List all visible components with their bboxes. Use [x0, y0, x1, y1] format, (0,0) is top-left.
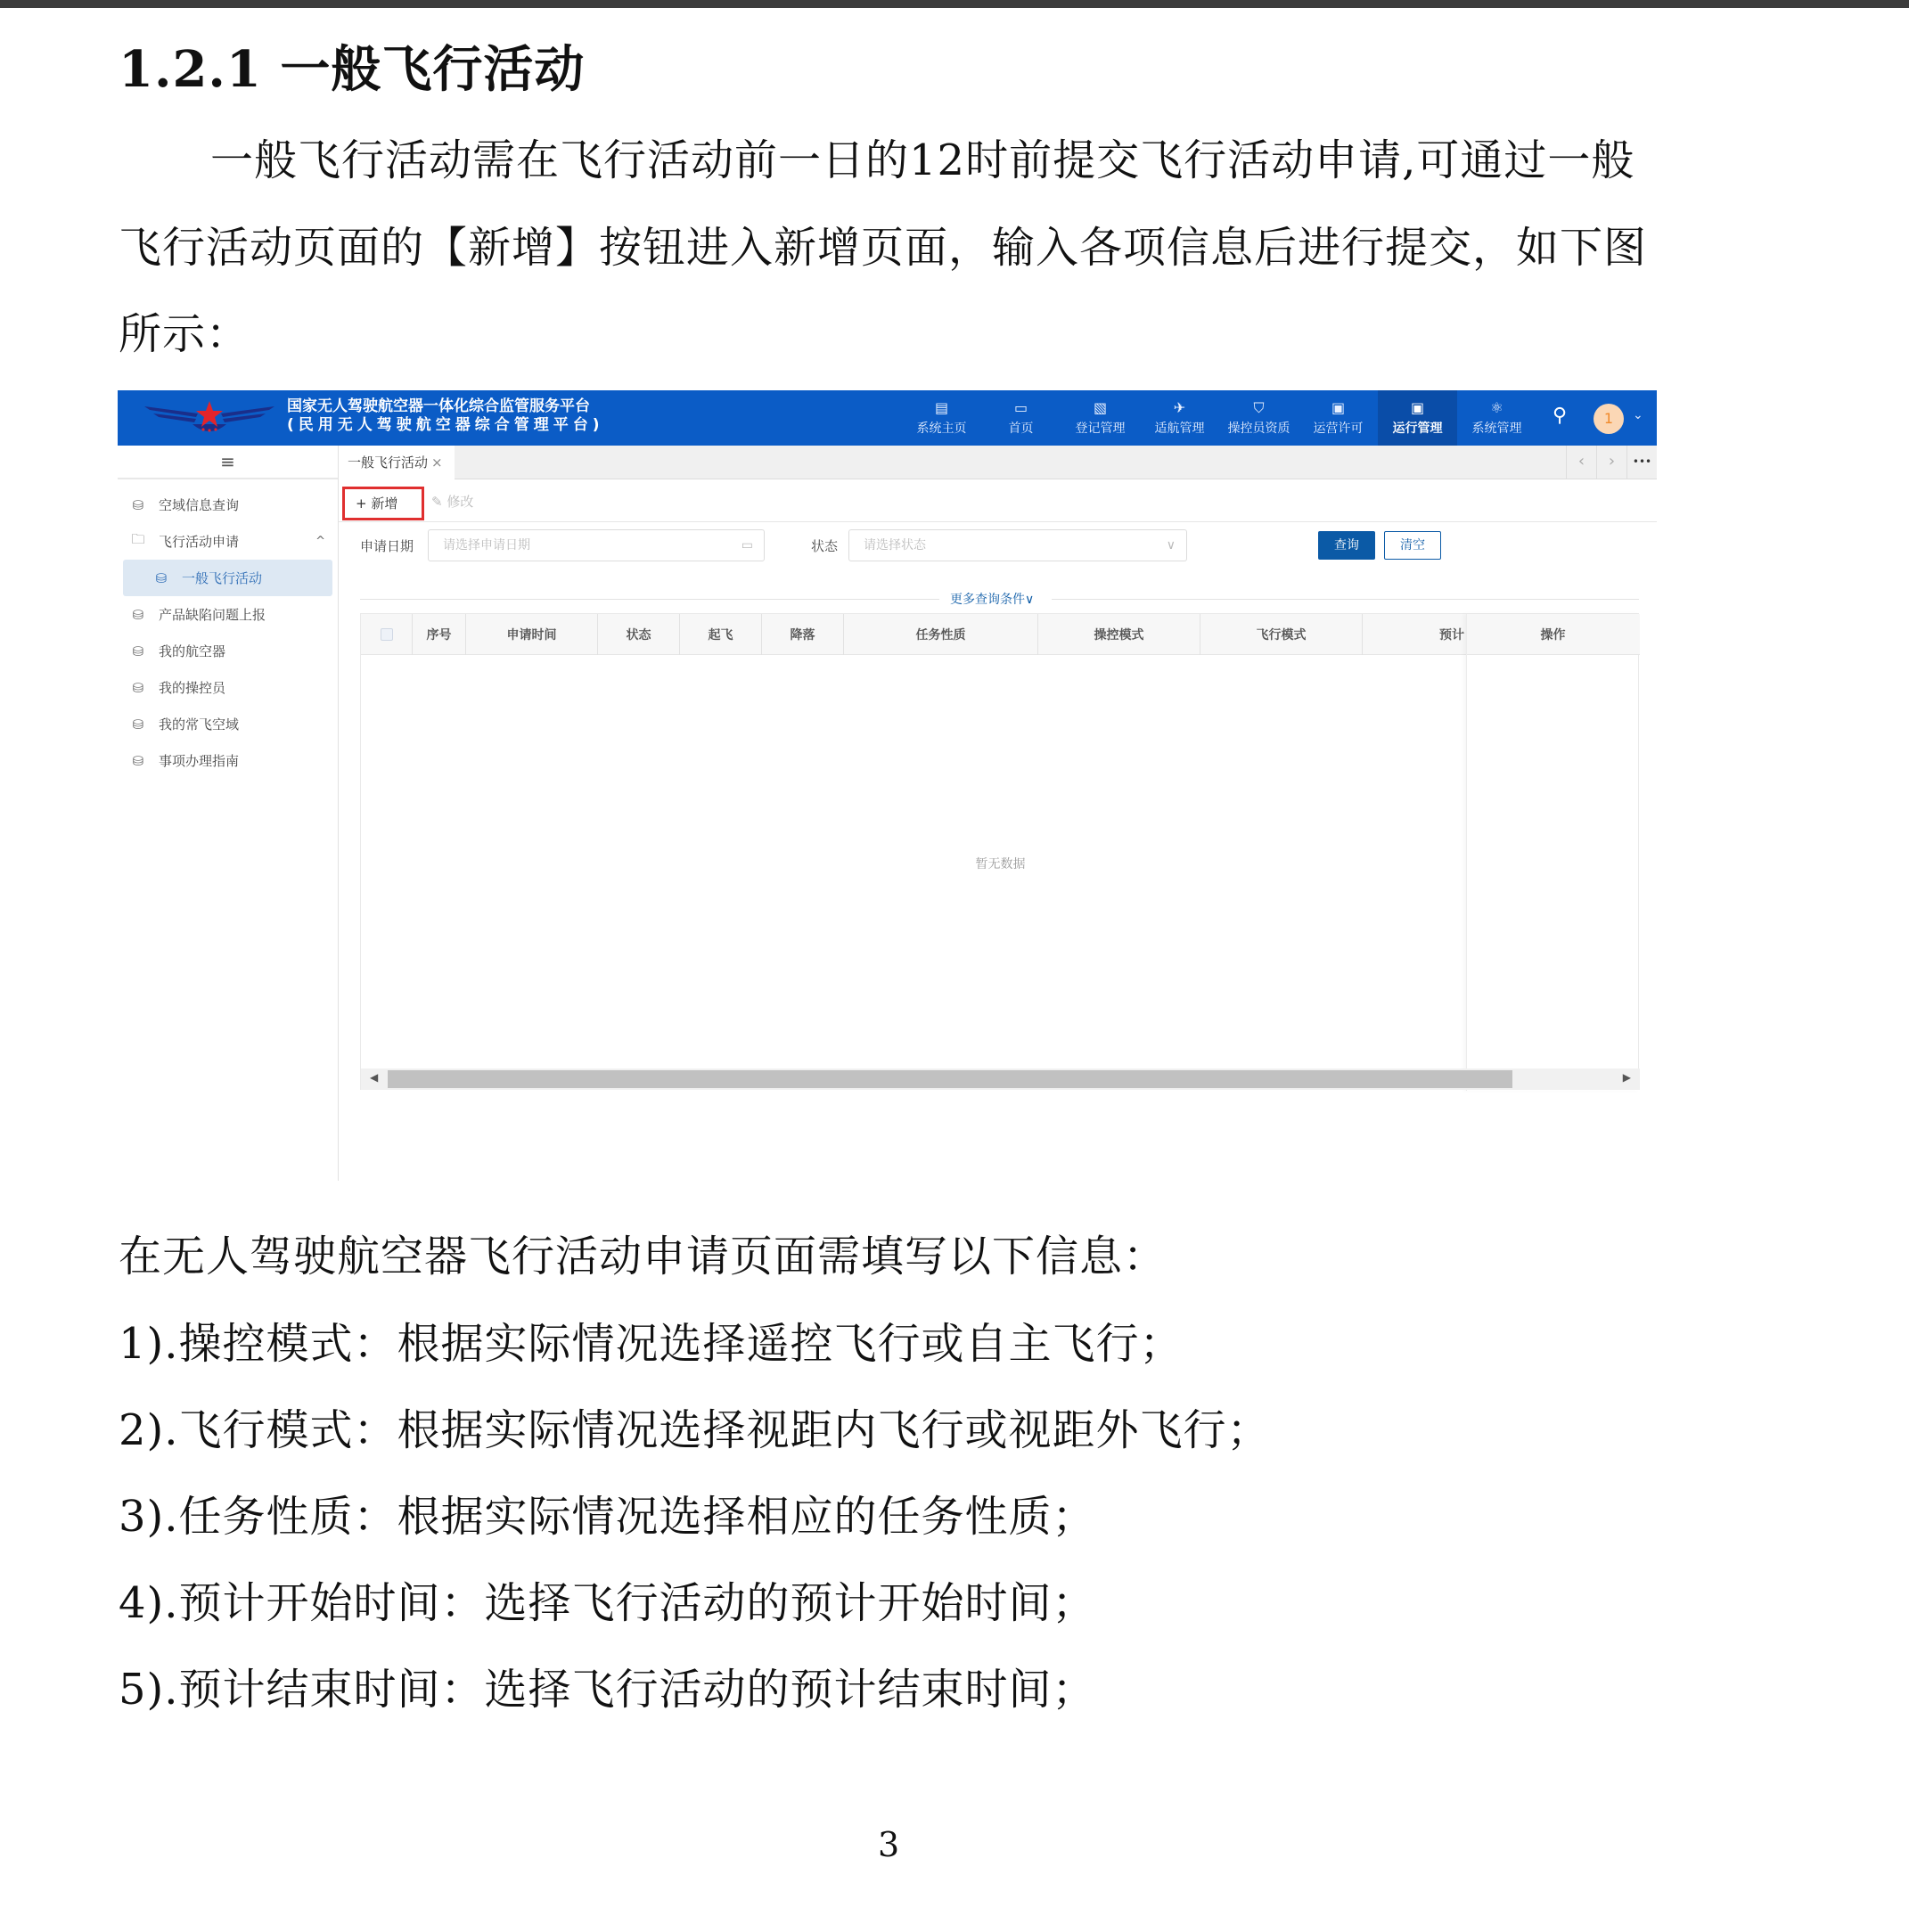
- viewer-top-bar: [0, 0, 1909, 8]
- select-all-checkbox[interactable]: [381, 628, 393, 641]
- top-nav: [902, 390, 1536, 446]
- col-index: 序号: [413, 614, 466, 655]
- database-icon: ⛁: [132, 752, 144, 769]
- fields-intro: 在无人驾驶航空器飞行活动申请页面需填写以下信息：: [119, 1232, 1168, 1281]
- sidebar-item-flight-application[interactable]: 🗀 飞行活动申请 ^: [118, 523, 338, 560]
- tab-next-button[interactable]: ›: [1596, 446, 1626, 479]
- sidebar-item-my-aircraft[interactable]: ⛁ 我的航空器: [118, 633, 338, 669]
- chevron-up-icon: ^: [315, 535, 325, 548]
- intro-line-3: 所示：: [119, 309, 250, 359]
- operations-icon: ▣: [1410, 399, 1425, 416]
- tab-bar: [339, 446, 1657, 479]
- nav-registration[interactable]: ▧ 登记管理: [1075, 399, 1126, 436]
- tab-general-flight[interactable]: 一般飞行活动 ×: [339, 446, 455, 479]
- col-control-mode: 操控模式: [1038, 614, 1200, 655]
- page-number: 3: [878, 1825, 900, 1864]
- app-screenshot: [118, 390, 1657, 1181]
- field-item-2: 2).飞行模式：根据实际情况选择视距内飞行或视距外飞行；: [119, 1405, 1271, 1455]
- sidebar-item-frequent-airspace[interactable]: ⛁ 我的常飞空域: [118, 706, 338, 742]
- horizontal-scrollbar[interactable]: [361, 1068, 1640, 1090]
- section-heading: 1.2.1 一般飞行活动: [119, 40, 586, 99]
- chevron-down-icon: ∨: [1166, 538, 1176, 553]
- nav-operations[interactable]: ▣ 运行管理: [1378, 390, 1457, 446]
- scrollbar-thumb[interactable]: [388, 1070, 1512, 1088]
- main-content: [339, 479, 1657, 1181]
- database-icon: ⛁: [132, 643, 144, 659]
- toolbar: [339, 479, 1657, 522]
- sidebar-item-airspace-query[interactable]: ⛁ 空域信息查询: [118, 487, 338, 523]
- clear-button[interactable]: 清空: [1384, 531, 1441, 560]
- select-all-checkbox-cell: [361, 614, 413, 655]
- sidebar-item-guide[interactable]: ⛁ 事项办理指南: [118, 742, 338, 779]
- scroll-right-arrow-icon[interactable]: ▶: [1622, 1071, 1631, 1084]
- table-header: [361, 614, 1640, 655]
- col-estimated: 预计: [1439, 628, 1464, 643]
- field-item-4: 4).预计开始时间：选择飞行活动的预计开始时间；: [119, 1578, 1096, 1628]
- system-home-icon: ▤: [934, 399, 949, 416]
- database-icon: ⛁: [132, 716, 144, 733]
- field-item-5: 5).预计结束时间：选择飞行活动的预计结束时间；: [119, 1665, 1096, 1715]
- calendar-icon: ▭: [741, 538, 753, 553]
- query-button[interactable]: 查询: [1318, 531, 1375, 560]
- atom-icon: ⚛: [1490, 399, 1503, 416]
- divider: [1052, 599, 1639, 600]
- intro-line-2: 飞行活动页面的【新增】按钮进入新增页面，输入各项信息后进行提交，如下图: [119, 223, 1648, 273]
- tab-more-button[interactable]: •••: [1626, 446, 1657, 479]
- nav-operating-permit[interactable]: ▣ 运营许可: [1313, 399, 1364, 436]
- date-label: 申请日期: [360, 538, 414, 554]
- close-icon[interactable]: ×: [431, 454, 443, 471]
- app-header: [118, 390, 1657, 446]
- nav-airworthiness[interactable]: ✈ 适航管理: [1154, 399, 1205, 436]
- divider: [360, 599, 939, 600]
- col-status: 状态: [598, 614, 680, 655]
- field-item-3: 3).任务性质：根据实际情况选择相应的任务性质；: [119, 1492, 1096, 1542]
- permit-icon: ▣: [1331, 399, 1346, 416]
- status-label: 状态: [811, 538, 839, 554]
- database-icon: ⛁: [132, 679, 144, 696]
- caac-wing-logo-icon: [143, 397, 276, 437]
- pencil-icon: ✎: [431, 494, 447, 510]
- fixed-actions-column: [1466, 614, 1640, 1091]
- col-flight-mode: 飞行模式: [1200, 614, 1363, 655]
- database-icon: ⛁: [155, 569, 168, 586]
- col-landing: 降落: [762, 614, 844, 655]
- nav-system-home[interactable]: ▤ 系统主页: [916, 399, 967, 436]
- field-item-1: 1).操控模式：根据实际情况选择遥控飞行或自主飞行；: [119, 1319, 1184, 1369]
- sidebar-item-my-pilots[interactable]: ⛁ 我的操控员: [118, 669, 338, 706]
- sidebar-item-general-flight[interactable]: ⛁ 一般飞行活动: [123, 560, 332, 596]
- data-table: [360, 613, 1639, 1090]
- more-conditions-row: [339, 590, 1657, 608]
- edit-button[interactable]: ✎ 修改: [431, 494, 474, 510]
- col-mission-type: 任务性质: [844, 614, 1038, 655]
- scroll-left-arrow-icon[interactable]: ◀: [370, 1071, 379, 1084]
- tab-prev-button[interactable]: ‹: [1566, 446, 1596, 479]
- sidebar-item-defect-report[interactable]: ⛁ 产品缺陷问题上报: [118, 596, 338, 633]
- empty-state: 暂无数据: [975, 857, 1026, 872]
- add-button[interactable]: + 新增: [342, 487, 424, 520]
- document-icon: ▧: [1093, 399, 1108, 416]
- sidebar: [118, 446, 339, 1181]
- col-apply-time: 申请时间: [466, 614, 598, 655]
- nav-pilot-qualification[interactable]: ⛉ 操控员资质: [1227, 399, 1290, 436]
- folder-icon: 🗀: [131, 531, 145, 547]
- nav-system-admin[interactable]: ⚛ 系统管理: [1471, 399, 1522, 436]
- avatar[interactable]: 1: [1594, 404, 1624, 434]
- shield-icon: ⛉: [1253, 399, 1265, 416]
- database-icon: ⛁: [132, 496, 144, 513]
- chevron-down-icon[interactable]: ⌄: [1633, 408, 1643, 422]
- more-conditions-link[interactable]: 更多查询条件∨: [950, 593, 1035, 607]
- nav-home[interactable]: ▭ 首页: [1008, 399, 1034, 436]
- status-select[interactable]: 请选择状态 ∨: [848, 529, 1187, 561]
- monitor-icon: ▭: [1013, 399, 1028, 416]
- database-icon: ⛁: [132, 606, 144, 623]
- date-input[interactable]: 请选择申请日期 ▭: [428, 529, 765, 561]
- col-actions: 操作: [1540, 628, 1566, 643]
- drone-icon: ✈: [1173, 399, 1186, 416]
- intro-line-1: 一般飞行活动需在飞行活动前一日的12时前提交飞行活动申请,可通过一般: [210, 135, 1635, 185]
- platform-title: 国家无人驾驶航空器一体化综合监管服务平台 (民用无人驾驶航空器综合管理平台): [287, 397, 604, 434]
- search-icon[interactable]: ⚲: [1553, 405, 1568, 427]
- menu-toggle-icon[interactable]: ≡: [118, 446, 338, 479]
- col-takeoff: 起飞: [680, 614, 762, 655]
